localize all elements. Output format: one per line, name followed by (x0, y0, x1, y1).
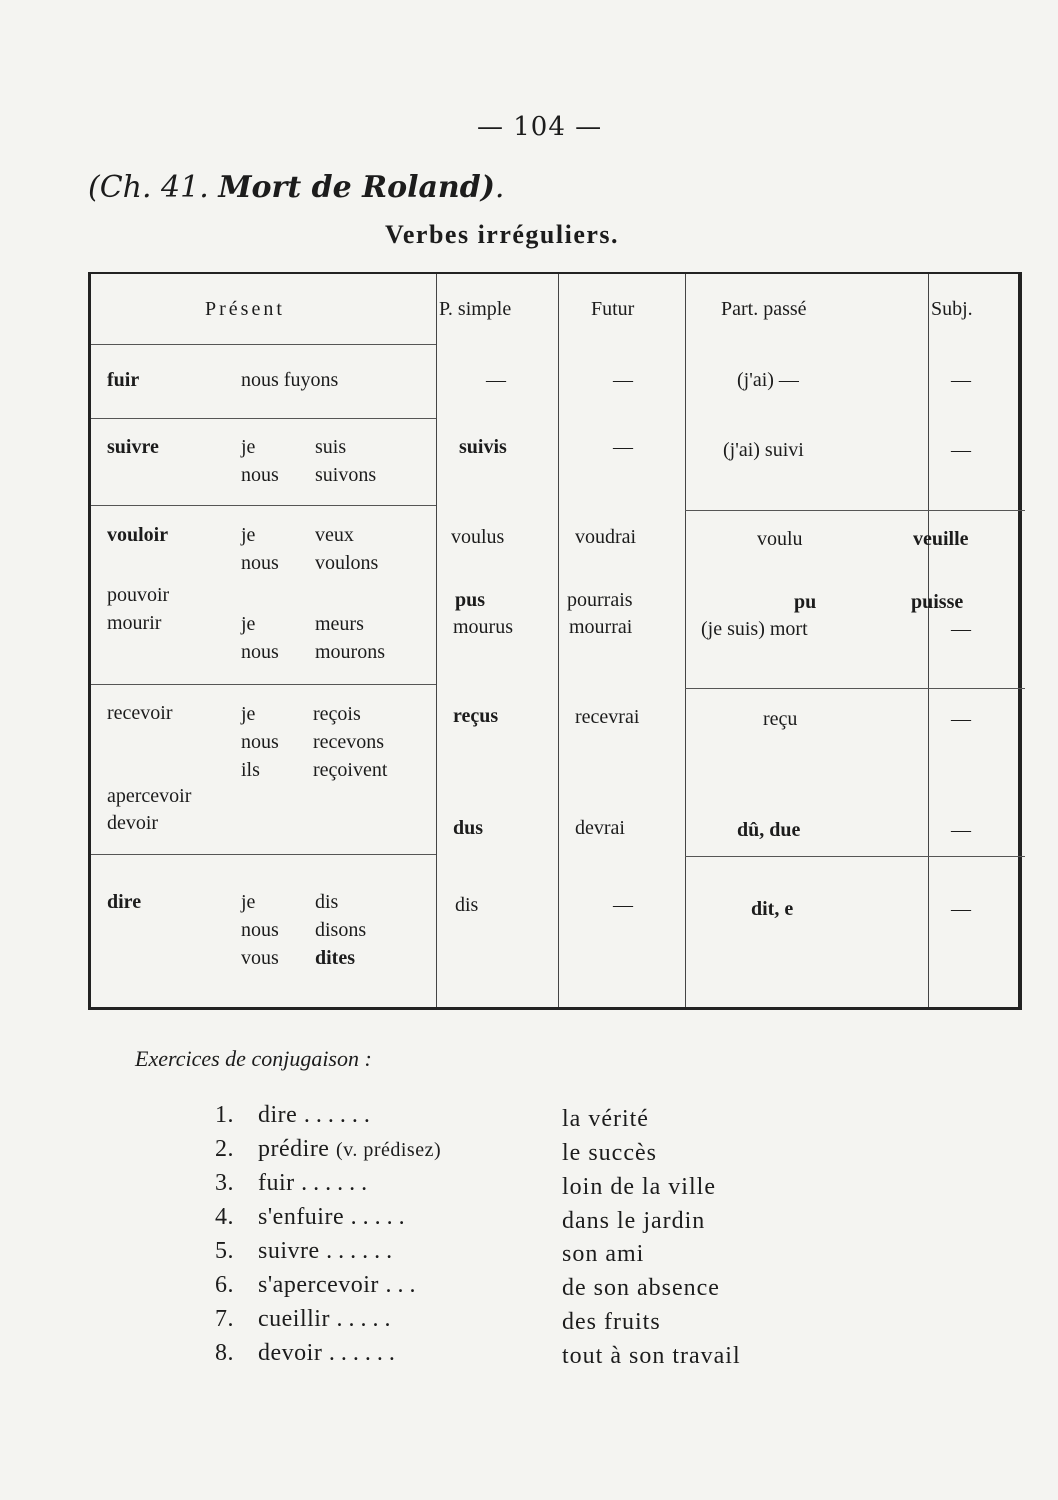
exercise-number: 6. (215, 1272, 234, 1298)
exercise-verb: cueillir ..... (258, 1306, 397, 1332)
row-divider (685, 688, 1025, 689)
header-futur: Futur (591, 298, 635, 320)
chapter-heading (88, 170, 504, 205)
present-pronoun: nous (241, 464, 279, 486)
exercise-object: loin de la ville (562, 1174, 716, 1200)
exercise-verb: devoir ...... (258, 1340, 401, 1366)
present-form: suis (315, 436, 347, 458)
present-form: voulons (315, 552, 379, 574)
present-form: veux (315, 524, 354, 546)
futur-devoir: devrai (575, 817, 625, 839)
present-pronoun: ils (241, 759, 260, 781)
present-form: meurs (315, 613, 364, 635)
subj-recevoir: — (951, 708, 971, 730)
ps-dire: dis (455, 894, 479, 916)
futur-pouvoir: pourrais (567, 589, 633, 611)
present-pronoun: vous (241, 947, 279, 969)
chapter-number: (Ch. 41. (88, 170, 209, 205)
present-form: dis (315, 891, 339, 913)
exercise-object: tout à son travail (562, 1343, 741, 1369)
futur-suivre: — (613, 436, 633, 458)
present-form: reçoivent (313, 759, 388, 781)
present-form: reçois (313, 703, 361, 725)
futur-recevoir: recevrai (575, 706, 640, 728)
pp-devoir: dû, due (737, 819, 801, 841)
present-fuir: nous fuyons (241, 369, 339, 391)
subj-vouloir: veuille (913, 528, 969, 550)
present-form: disons (315, 919, 367, 941)
header-p-simple: P. simple (439, 298, 512, 320)
column-divider (685, 274, 686, 1007)
verb-mourir: mourir (107, 612, 162, 634)
verb-vouloir: vouloir (107, 524, 169, 546)
present-pronoun: nous (241, 641, 279, 663)
exercise-number: 1. (215, 1102, 234, 1128)
exercise-number: 4. (215, 1204, 234, 1230)
pp-pouvoir: pu (794, 591, 817, 613)
present-pronoun: nous (241, 731, 279, 753)
present-pronoun: je (241, 703, 256, 725)
present-pronoun: nous (241, 552, 279, 574)
exercise-number: 3. (215, 1170, 234, 1196)
futur-dire: — (613, 894, 633, 916)
present-pronoun: je (241, 891, 256, 913)
verb-devoir: devoir (107, 812, 159, 834)
ps-recevoir: reçus (453, 705, 499, 727)
present-form: mourons (315, 641, 385, 663)
exercise-verb: fuir ...... (258, 1170, 374, 1196)
chapter-suffix: . (494, 170, 505, 205)
present-pronoun: je (241, 524, 256, 546)
row-divider (685, 856, 1025, 857)
present-pronoun: je (241, 436, 256, 458)
ps-mourir: mourus (453, 616, 513, 638)
pp-recevoir: reçu (763, 708, 798, 730)
present-pronoun: je (241, 613, 256, 635)
column-divider (928, 274, 929, 1007)
exercise-number: 7. (215, 1306, 234, 1332)
header-part-passe: Part. passé (721, 298, 807, 320)
row-divider (91, 684, 436, 685)
row-divider (91, 344, 436, 345)
present-form: recevons (313, 731, 385, 753)
header-present: Présent (205, 298, 285, 320)
verb-suivre: suivre (107, 436, 159, 458)
ps-pouvoir: pus (455, 589, 486, 611)
verb-recevoir: recevoir (107, 702, 173, 724)
futur-mourir: mourrai (569, 616, 633, 638)
exercise-object: le succès (562, 1140, 657, 1166)
exercise-object: de son absence (562, 1275, 720, 1301)
present-pronoun: nous (241, 919, 279, 941)
page-title: Verbes irréguliers. (385, 220, 620, 249)
subj-pouvoir: puisse (911, 591, 964, 613)
exercise-number: 8. (215, 1340, 234, 1366)
subj-suivre: — (951, 439, 971, 461)
verb-apercevoir: apercevoir (107, 785, 192, 807)
verb-fuir: fuir (107, 369, 140, 391)
exercise-object: son ami (562, 1241, 645, 1267)
futur-vouloir: voudrai (575, 526, 637, 548)
subj-devoir: — (951, 819, 971, 841)
present-form: dites (315, 947, 355, 969)
exercise-verb: s'enfuire ..... (258, 1204, 411, 1230)
exercise-object: la vérité (562, 1106, 649, 1132)
exercise-number: 5. (215, 1238, 234, 1264)
exercises-title: Exercices de conjugaison : (135, 1046, 372, 1071)
row-divider (91, 505, 436, 506)
exercise-number: 2. (215, 1136, 234, 1162)
column-divider (436, 274, 437, 1007)
verb-dire: dire (107, 891, 142, 913)
exercise-verb: s'apercevoir ... (258, 1272, 422, 1298)
pp-mourir: (je suis) mort (701, 618, 808, 640)
column-divider (558, 274, 559, 1007)
header-subj: Subj. (931, 298, 973, 320)
pp-dire: dit, e (751, 898, 794, 920)
ps-vouloir: voulus (451, 526, 505, 548)
ps-fuir: — (486, 369, 506, 391)
subj-mourir: — (951, 618, 971, 640)
pp-fuir: (j'ai) — (737, 369, 799, 391)
row-divider (685, 510, 1025, 511)
pp-vouloir: voulu (757, 528, 803, 550)
ps-suivre: suivis (459, 436, 507, 458)
irregular-verbs-table (88, 272, 1022, 1010)
exercise-verb: prédire (v. prédisez) (258, 1136, 442, 1162)
row-divider (91, 418, 436, 419)
present-form: suivons (315, 464, 377, 486)
subj-dire: — (951, 898, 971, 920)
futur-fuir: — (613, 369, 633, 391)
chapter-name: Mort de Roland) (218, 170, 495, 205)
row-divider (91, 854, 436, 855)
exercise-verb: suivre ...... (258, 1238, 399, 1264)
subj-fuir: — (951, 369, 971, 391)
pp-suivre: (j'ai) suivi (723, 439, 804, 461)
verb-pouvoir: pouvoir (107, 584, 170, 606)
exercise-object: des fruits (562, 1309, 661, 1335)
exercise-object: dans le jardin (562, 1208, 706, 1234)
ps-devoir: dus (453, 817, 484, 839)
page-number: — 104 — (477, 112, 603, 142)
exercise-verb: dire ...... (258, 1102, 376, 1128)
